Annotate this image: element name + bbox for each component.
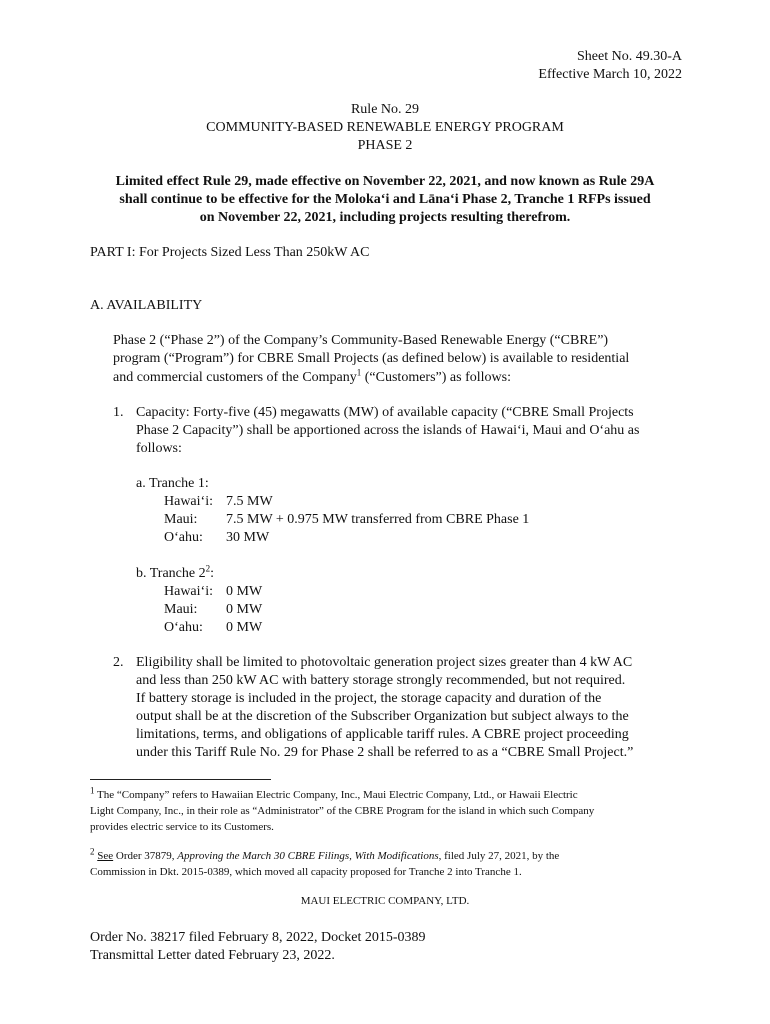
item-1-line-3: follows: [136,441,182,456]
tranche-1-row [164,529,269,548]
capacity-value: 0 MW [226,602,263,617]
see-reference: See [97,850,114,862]
order-reference: Order No. 38217 filed February 8, 2022, Docket 2015-0389 [90,930,426,945]
island-label: O‘ahu: [164,530,203,545]
footnote-2-text-end: , filed July 27, 2021, by the [438,850,560,862]
item-2-line: If battery storage is included in the project, the storage capacity and duration of the [136,691,602,706]
island-label: O‘ahu: [164,620,203,635]
island-label: Hawai‘i: [164,494,213,509]
footnote-1-line-3: provides electric service to its Customers. [90,821,274,833]
capacity-value: 30 MW [226,530,270,545]
footnote-2-text: Order 37879, [113,850,178,862]
section-heading: A. AVAILABILITY [90,298,203,313]
intro-line-3-text: and commercial customers of the Company [113,370,357,385]
footnote-1-line-1 [90,787,578,803]
footnote-ref-2[interactable]: 2 [205,563,211,574]
tranche-2-row [164,619,262,638]
footnote-1-mark: 1 [90,785,95,796]
item-1-line-2: Phase 2 Capacity”) shall be apportioned across the islands of Hawai‘i, Maui and O‘ahu as [136,423,640,438]
program-title: COMMUNITY-BASED RENEWABLE ENERGY PROGRAM [206,120,564,135]
footnote-2-line-2: Commission in Dkt. 2015-0389, which moved all capacity proposed for Tranche 2 into Tranche 1. [90,866,522,878]
notice-line-1: Limited effect Rule 29, made effective on November 22, 2021, and now known as Rule 29A [115,174,655,189]
effective-date: Effective March 10, 2022 [538,67,682,82]
item-2-line: under this Tariff Rule No. 29 for Phase 2 shall be referred to as a “CBRE Small Project.” [136,745,634,760]
item-2-line: and less than 250 kW AC with battery storage strongly recommended, but not required. [136,673,626,688]
footnote-2-line-1 [90,848,559,864]
capacity-value: 7.5 MW [226,494,273,509]
intro-line-2: program (“Program”) for CBRE Small Projects (as defined below) is available to residential [113,351,630,366]
island-label: Maui: [164,602,198,617]
item-2-line: Eligibility shall be limited to photovoltaic generation project sizes greater than 4 kW AC [136,655,633,670]
tranche-2-colon: : [210,566,215,581]
sheet-number: Sheet No. 49.30-A [577,49,682,64]
tranche-1-row [164,493,273,512]
item-1-number: 1. [113,405,124,420]
notice-line-2: shall continue to be effective for the Moloka‘i and Lāna‘i Phase 2, Tranche 1 RFPs issued [119,192,651,207]
capacity-value: 0 MW [226,620,263,635]
part-heading: PART I: For Projects Sized Less Than 250kW AC [90,245,370,260]
tranche-2-row [164,601,262,620]
intro-line-3-text-end: (“Customers”) as follows: [361,370,511,385]
phase-title: PHASE 2 [357,138,413,153]
island-label: Maui: [164,512,198,527]
tranche-2-label [136,565,214,584]
rule-number: Rule No. 29 [350,102,420,117]
footnote-2-mark: 2 [90,846,95,857]
item-2-number: 2. [113,655,124,670]
footnote-ref-1[interactable]: 1 [356,367,362,378]
company-name: MAUI ELECTRIC COMPANY, LTD. [300,895,470,907]
transmittal-letter: Transmittal Letter dated February 23, 2022. [90,948,335,963]
footnote-divider [90,779,271,780]
tranche-1-label: a. Tranche 1: [136,476,209,491]
capacity-value: 7.5 MW + 0.975 MW transferred from CBRE Phase 1 [226,512,530,527]
tranche-2-label-text: b. Tranche 2 [136,566,206,581]
island-label: Hawai‘i: [164,584,213,599]
notice-line-3: on November 22, 2021, including projects resulting therefrom. [199,210,571,225]
capacity-value: 0 MW [226,584,263,599]
intro-line-1: Phase 2 (“Phase 2”) of the Company’s Community-Based Renewable Energy (“CBRE”) [113,333,609,348]
item-1-line-1: Capacity: Forty-five (45) megawatts (MW) of available capacity (“CBRE Small Projects [136,405,634,420]
order-title: Approving the March 30 CBRE Filings, With Modifications [177,850,439,862]
footnote-1-text: The “Company” refers to Hawaiian Electric Company, Inc., Maui Electric Company, Ltd., or Hawaii Electric [94,789,578,801]
item-2-line: output shall be at the discretion of the Subscriber Organization but subject always to the [136,709,629,724]
item-2-line: limitations, terms, and obligations of applicable tariff rules. A CBRE project proceeding [136,727,629,742]
footnote-1-line-2: Light Company, Inc., in their role as “Administrator” of the CBRE Program for the island in which such Company [90,805,595,817]
intro-line-3 [113,369,511,388]
tranche-2-row [164,583,262,602]
tranche-1-row [164,511,529,530]
